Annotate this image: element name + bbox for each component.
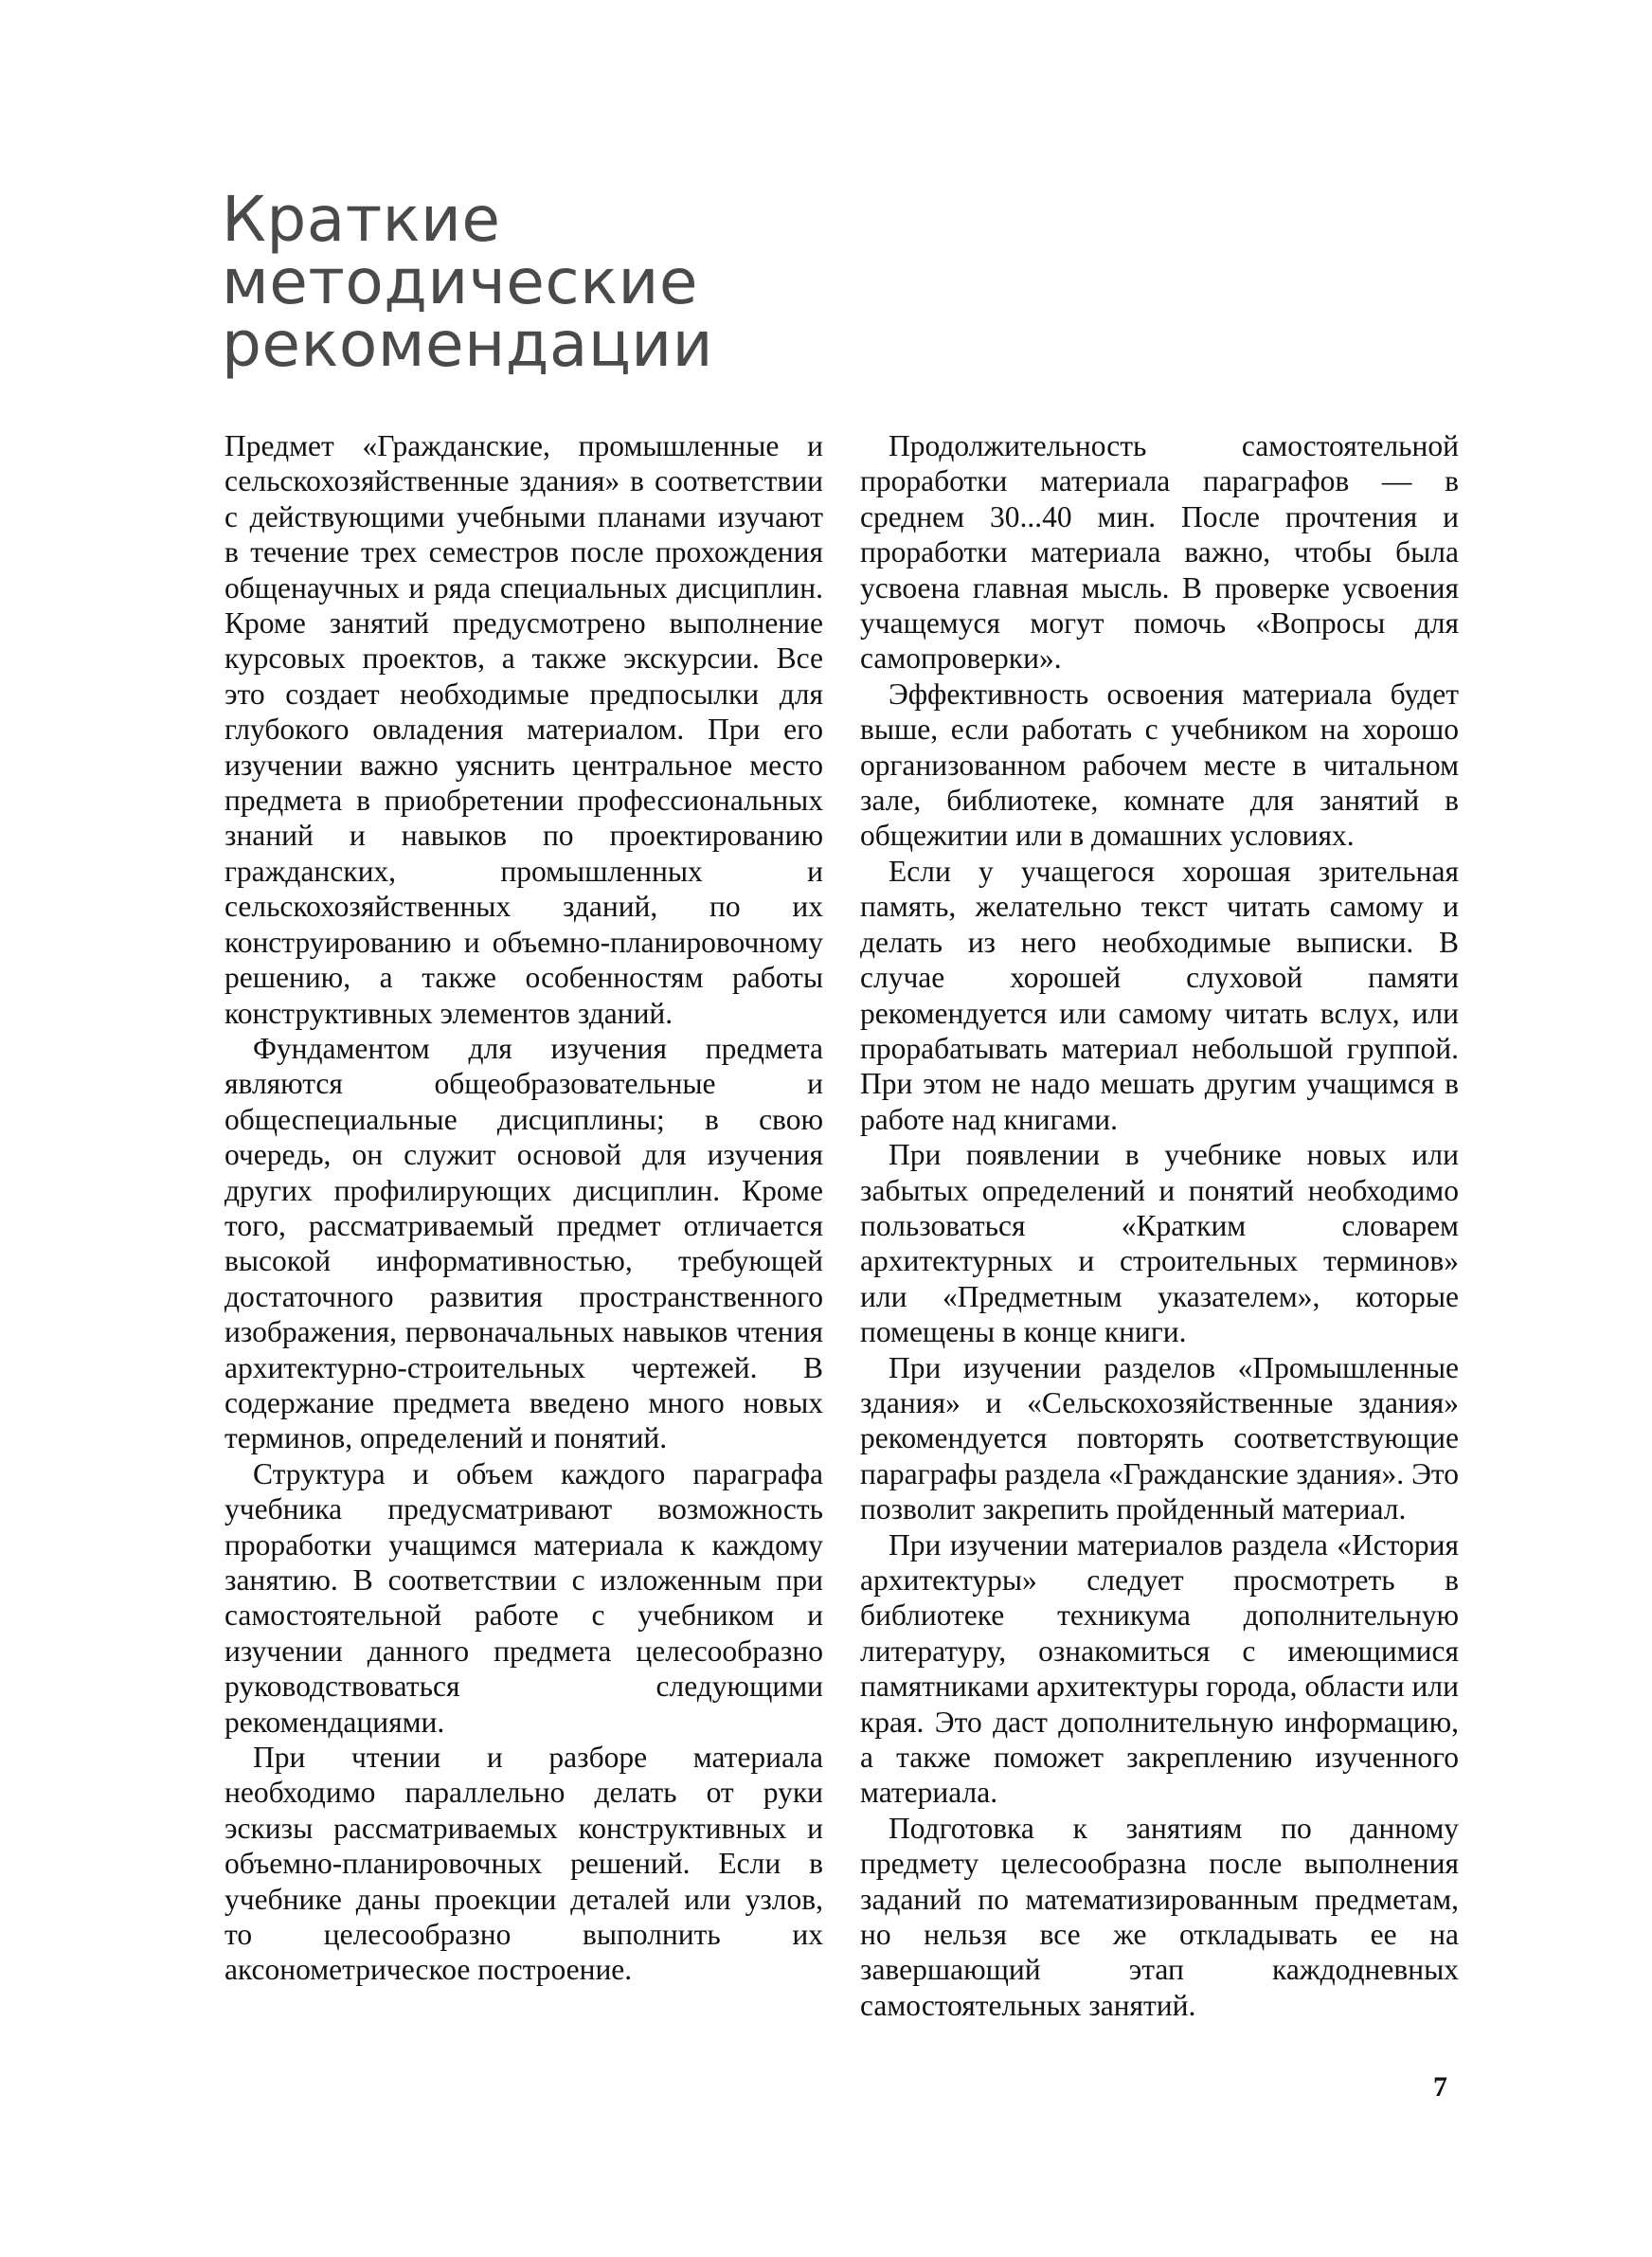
page-title — [222, 183, 979, 382]
paragraph: Продолжительность самостоятельной проработки материала параграфов — в среднем 30...40 мин. После прочтения и проработки материала важно, чтобы была усвоена главная мысль. В проверке усвоения учащемуся могут помочь «Вопросы для самопроверки». — [860, 429, 1459, 676]
paragraph: Если у учащегося хорошая зрительная память, желательно текст читать самому и делать из него необходимые выписки. В случае хорошей слуховой памяти рекомендуется или самому читать вслух, или прорабатывать материал небольшой группой. При этом не надо мешать другим учащимся в работе над книгами. — [860, 854, 1459, 1136]
paragraph: Предмет «Гражданские, промышленные и сельскохозяйственные здания» в соответствии с действующими учебными планами изучают в течение трех семестров после прохождения общенаучных и ряда специальных дисциплин. Кроме занятий предусмотрено выполнение курсовых проектов, а также экскурсии. Все это создает необходимые предпосылки для глубокого овладения материалом. При его изучении важно уяснить центральное место предмета в приобретении профессиональных знаний и навыков по проектированию гражданских, промышленных и сельскохозяйственных зданий, по их конструированию и объемно-планировочному решению, а также особенностям работы конструктивных элементов зданий. — [224, 429, 823, 1030]
paragraph: Фундаментом для изучения предмета являются общеобразовательные и общеспециальные дисциплины; в свою очередь, он служит основой для изучения других профилирующих дисциплин. Кроме того, рассматриваемый предмет отличается высокой информативностью, требующей достаточного развития пространственного изображения, первоначальных навыков чтения архитектурно-строительных чертежей. В содержание предмета введено много новых терминов, определений и понятий. — [224, 1031, 823, 1455]
title-line: методические — [222, 245, 698, 319]
paragraph: При появлении в учебнике новых или забытых определений и понятий необходимо пользоваться «Кратким словарем архитектурных и строительных терминов» или «Предметным указателем», которые помещены в конце книги. — [860, 1138, 1459, 1349]
paragraph: Подготовка к занятиям по данному предмету целесообразна после выполнения заданий по математизированным предметам, но нельзя все же откладывать ее на завершающий этап каждодневных самостоятельных занятий. — [860, 1811, 1459, 2022]
left-column — [224, 428, 823, 1988]
title-line: Краткие — [222, 183, 501, 257]
paragraph: При изучении материалов раздела «История архитектуры» следует просмотреть в библиотеке техникума дополнительную литературу, ознакомиться с имеющимися памятниками архитектуры города, области или края. Это даст дополнительную информацию, а также поможет закреплению изученного материала. — [860, 1527, 1459, 1810]
right-column — [860, 428, 1459, 2023]
paragraph: При чтении и разборе материала необходимо параллельно делать от руки эскизы рассматриваемых конструктивных и объемно-планировочных решений. Если в учебнике даны проекции деталей или узлов, то целесообразно выполнить их аксонометрическое построение. — [224, 1741, 823, 1987]
paragraph: При изучении разделов «Промышленные здания» и «Сельскохозяйственные здания» рекомендуется повторять соответствующие параграфы раздела «Гражданские здания». Это позволит закрепить пройденный материал. — [860, 1350, 1459, 1526]
paragraph: Эффективность освоения материала будет выше, если работать с учебником на хорошо организованном рабочем месте в читальном зале, библиотеке, комнате для занятий в общежитии или в домашних условиях. — [860, 677, 1459, 853]
paragraph: Структура и объем каждого параграфа учебника предусматривают возможность проработки учащимся материала к каждому занятию. В соответствии с изложенным при самостоятельной работе с учебником и изучении данного предмета целесообразно руководствоваться следующими рекомендациями. — [224, 1456, 823, 1739]
page-number: 7 — [1433, 2071, 1447, 2103]
title-line: рекомендации — [222, 308, 714, 382]
